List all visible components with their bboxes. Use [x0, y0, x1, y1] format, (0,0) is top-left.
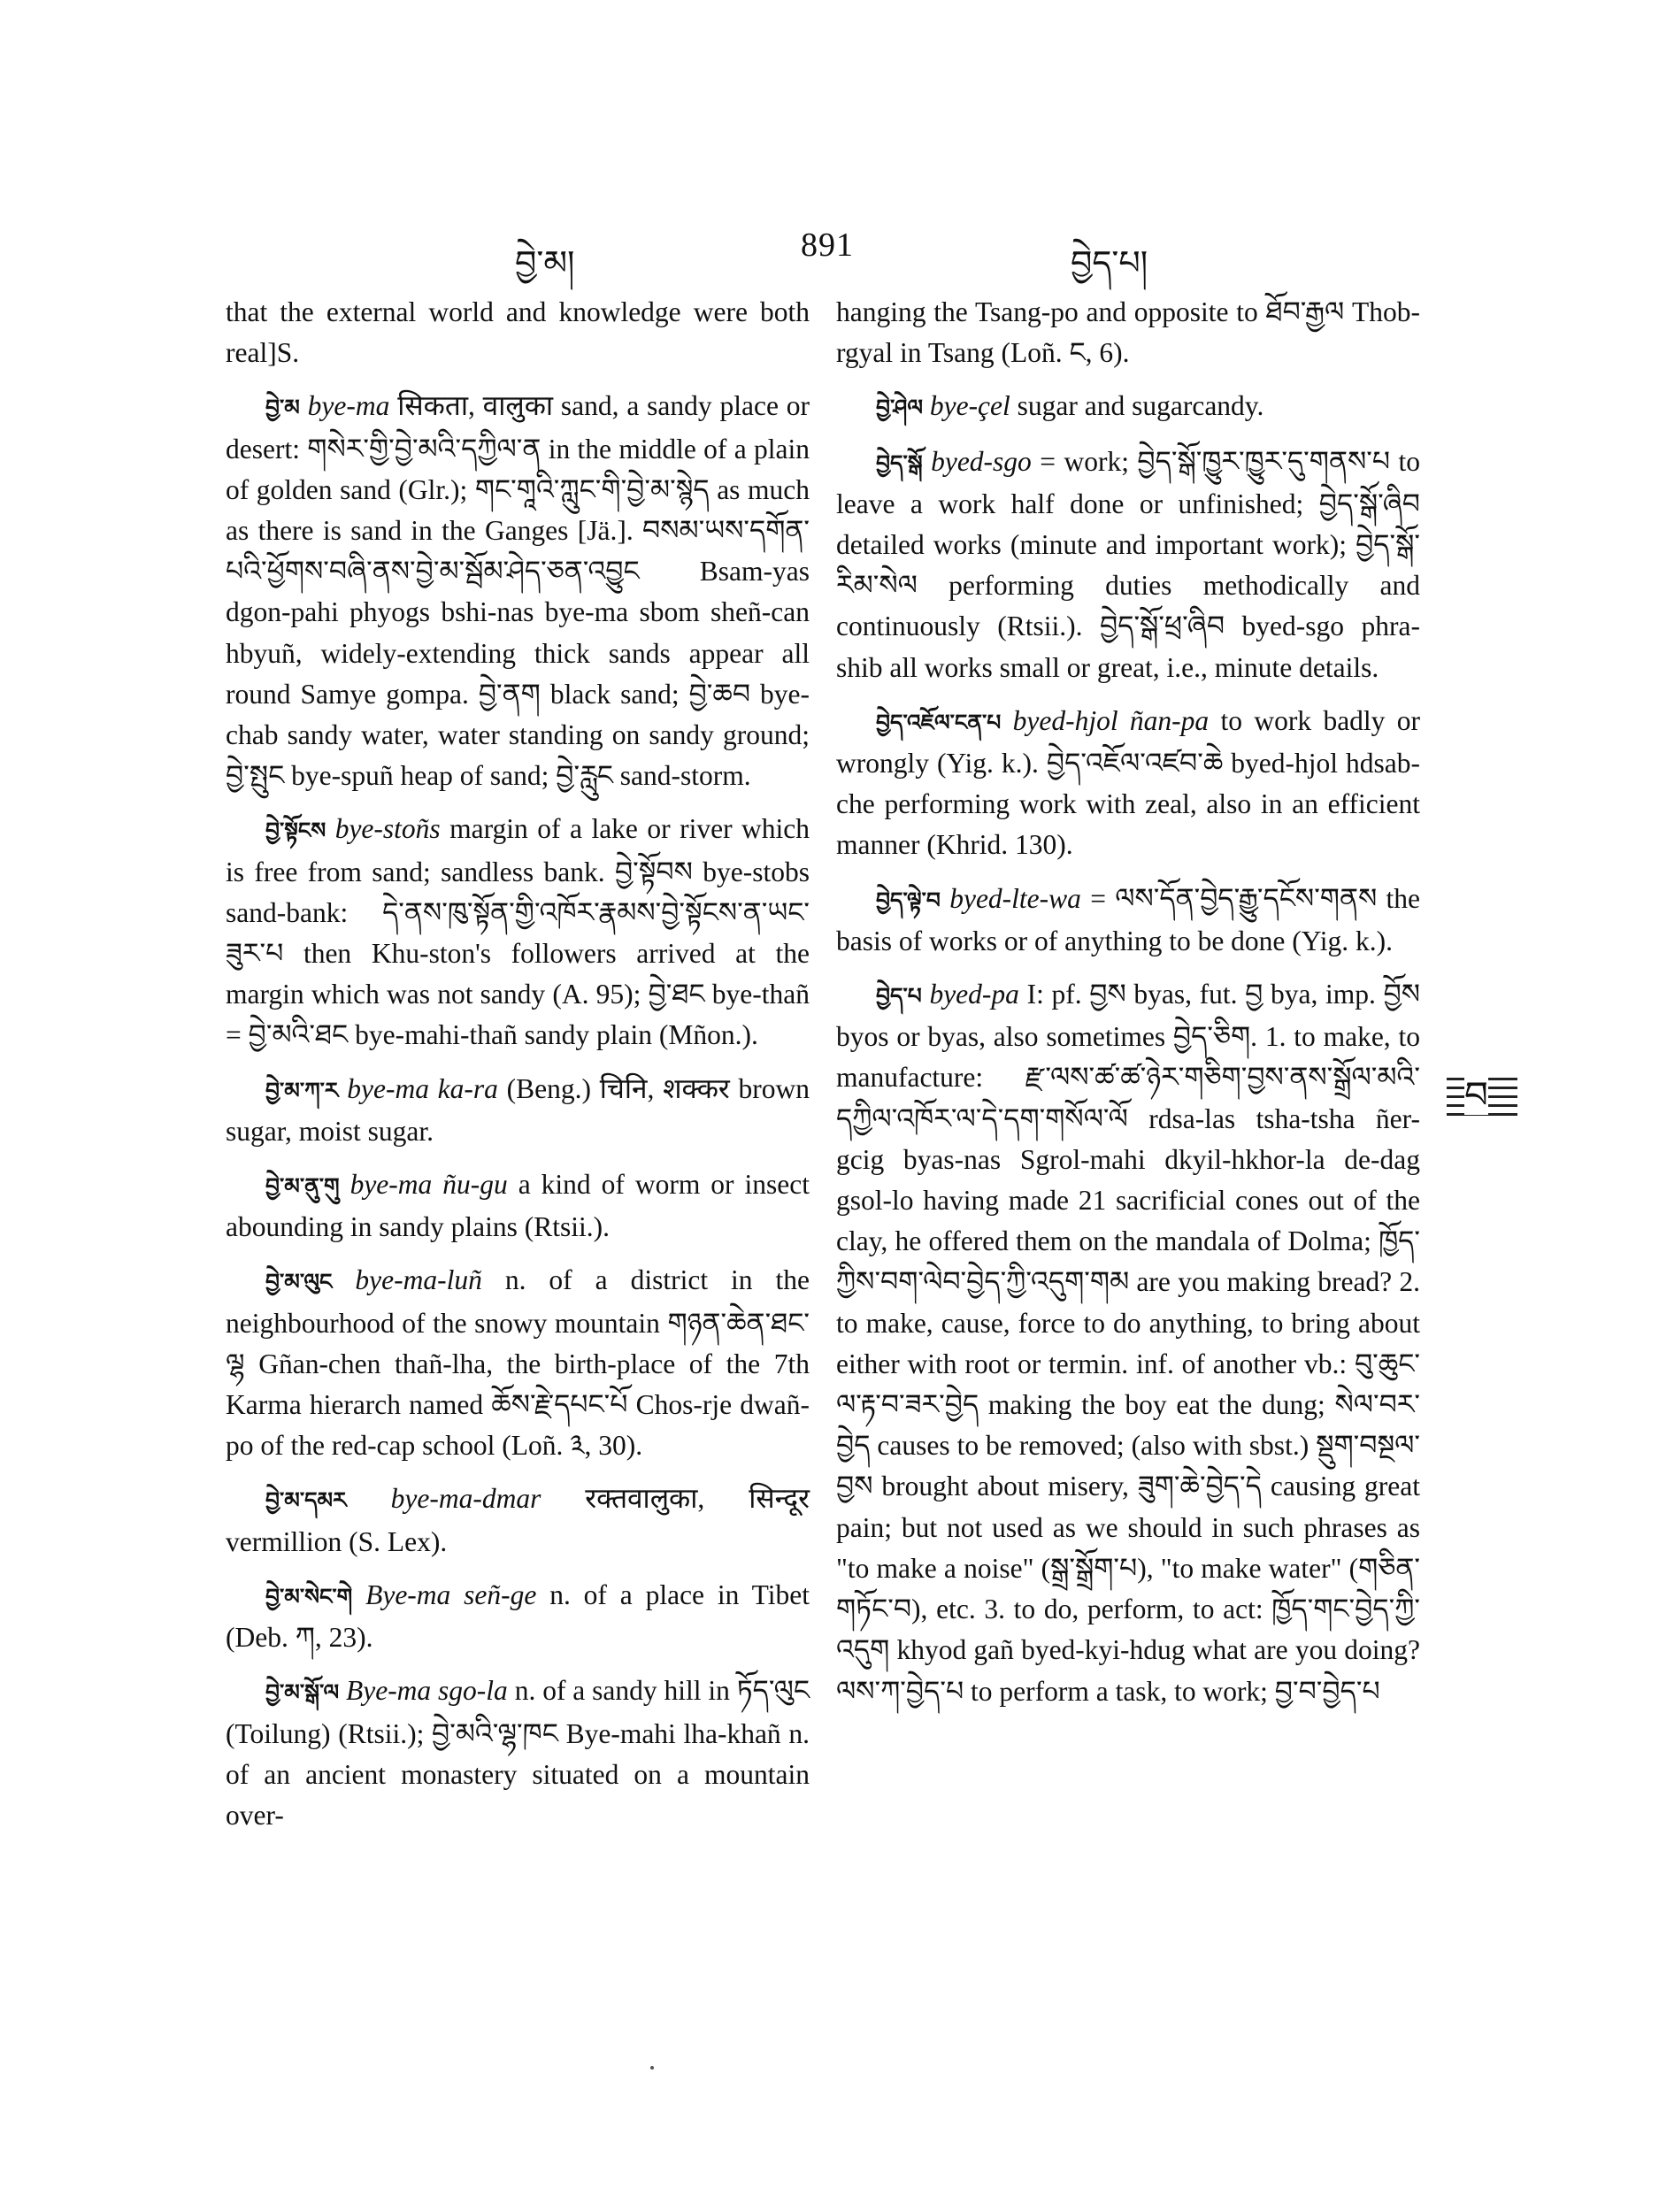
entry-headword: བྱེ་མ་སྒོ་ལ — [265, 1679, 340, 1706]
entry-definition: I: pf. བྱས byas, fut. བྱ bya, imp. བྱོས byos or byas, also sometimes བྱེད་ཅིག. 1. to make, to manufacture: རྫ་ལས་ཚ་ཚ་ཉེར་གཅིག་བྱས་ནས་སྒྲོལ་མའི་དཀྱིལ་འཁོར་ལ་དེ་དག་གསོལ་ལོ rdsa-las tsha-tsha ñer-gcig byas-nas Sgrol-mahi dkyil-hkhor-la de-dag gsol-lo having made 21 sacrificial cones out of the clay, he offered them on the mandala of Dolma; ཁྱོད་ཀྱིས་བག་ལེབ་བྱེད་ཀྱི་འདུག་གམ are you making bread? 2. to make, cause, force to do anything, to bring about either with root or termin. inf. of another vb.: བུ་ཆུང་ལ་རྟ་བ་ཟར་བྱེད making the boy eat the dung; སེལ་བར་བྱེད causes to be removed; (also with sbst.) སྡུག་བསྔལ་བྱས brought about misery, ཟུག་ཆེ་བྱེད་དེ causing great pain; but not used as we should in such phrases as "to make a noise" (སྒྲ་སྒྲོག་པ), "to make water" (གཅིན་གཏོང་བ), etc. 3. to do, perform, to act: ཁྱོད་གང་བྱེད་ཀྱི་འདུག khyod gañ byed-kyi-hdug what are you doing? ལས་ཀ་བྱེད་པ to perform a task, to work; བྱ་བ་བྱེད་པ — [836, 979, 1421, 1707]
entry-definition: margin of a lake or river which is free from sand; sandless bank. བྱེ་སྟོབས bye-stobs sand-bank: དེ་ནས་ཁུ་སྟོན་གྱི་འཁོར་རྣམས་བྱེ་སྟོངས་ན་ཡང་ཟུར་པ then Khu-ston's followers arrived at the margin which was not sandy (A. 95); བྱེ་ཐང bye-thañ = བྱེ་མའི་ཐང bye-mahi-thañ sandy plain (Mñon.). — [226, 813, 810, 1051]
entry-headword: བྱེ་མ་ཀ་ར — [265, 1077, 339, 1103]
entry-transliteration: Bye-ma señ-ge — [365, 1578, 537, 1610]
entry-transliteration: bye-ma-dmar — [390, 1483, 541, 1515]
entry-headword: བྱེ་མ་ལུང — [265, 1269, 333, 1295]
entry-definition: = ལས་དོན་བྱེད་རྒྱུ་དངོས་གནས the basis of works or of anything to be done (Yig. k.). — [836, 882, 1421, 956]
entry-bye-ma-sgo-la — [226, 1671, 810, 1836]
entry-definition: n. of a place in Tibet (Deb. ཀ, 23). — [226, 1578, 810, 1654]
entry-transliteration: bye-stoñs — [334, 813, 441, 845]
running-header — [0, 226, 1659, 288]
entry-headword: བྱེད་སྒོ — [876, 449, 923, 476]
entry-bye-ma-lun — [226, 1260, 810, 1466]
entry-transliteration: byed-sgo — [931, 445, 1032, 477]
entry-definition: a kind of worm or insect abounding in sandy plains (Rtsii.). — [226, 1169, 810, 1243]
left-column — [226, 292, 810, 1848]
entry-bye-ma — [226, 386, 810, 796]
entry-definition: n. of a district in the neighbourhood of the snowy mountain གཉན་ཆེན་ཐང་ལྷ Gñan-chen thañ-lha, the birth-place of the 7th Karma hierarch named ཆོས་རྗེ་དཔང་པོ Chos-rje dwañ-po of the red-cap school (Loñ. ༣, 30). — [226, 1264, 810, 1462]
entry-byed-pa — [836, 974, 1420, 1712]
entry-definition: सिकता, वालुका sand, a sandy place or desert: གསེར་གྱི་བྱེ་མའི་དཀྱིལ་ན in the middle of a plain of golden sand (Glr.); གང་གཱའི་ཀླུང་གི་བྱེ་མ་སྙེད as much as there is sand in the Ganges [Jä.]. བསམ་ཡས་དགོན་པའི་ཕྱོགས་བཞི་ནས་བྱེ་མ་སྦོམ་ཤེད་ཅན་འབྱུང Bsam-yas dgon-pahi phyogs bshi-nas bye-ma sbom sheñ-can hbyuñ, widely-extending thick sands appear all round Samye gompa. བྱེ་ནག black sand; བྱེ་ཆབ bye-chab sandy water, water standing on sandy ground; བྱེ་སྤུང bye-spuñ heap of sand; བྱེ་རླུང sand-storm. — [226, 390, 810, 792]
entry-definition: sugar and sugarcandy. — [1017, 390, 1264, 422]
print-speck — [650, 2066, 654, 2070]
entry-bye-ma-dmar — [226, 1479, 810, 1562]
entry-transliteration: bye-çel — [929, 390, 1010, 422]
header-left-word: བྱེ་མ། — [515, 243, 575, 282]
entry-headword: བྱེ་མ་ནུ་གུ — [265, 1173, 340, 1200]
right-column — [836, 292, 1420, 1724]
entry-byed-lte-wa — [836, 879, 1420, 962]
entry-headword: བྱེ་མ་སེང་གེ — [265, 1583, 353, 1609]
entry-definition: n. of a sandy hill in ཏོད་ལུང (Toilung) (Rtsii.); བྱེ་མའི་ལྷ་ཁང Bye-mahi lha-khañ n. of an ancient monastery situated on a mountain over- — [226, 1675, 810, 1831]
entry-transliteration: byed-pa — [929, 979, 1019, 1010]
entry-transliteration: bye-ma-luñ — [355, 1264, 482, 1296]
entry-definition: to work badly or wrongly (Yig. k.). བྱེད་འཇོལ་འཛབ་ཆེ byed-hjol hdsab-che performing work with zeal, also in an efficient manner (Khrid. 130). — [836, 704, 1421, 861]
entry-transliteration: bye-ma ka-ra — [347, 1072, 498, 1104]
entry-bye-stons — [226, 809, 810, 1056]
thumb-index-marker — [1447, 1071, 1517, 1124]
entry-bye-ma-nu-gu — [226, 1164, 810, 1248]
entry-transliteration: byed-hjol ñan-pa — [1012, 704, 1210, 736]
header-right-word: བྱེད་པ། — [1071, 243, 1148, 282]
entry-headword: བྱེད་འཇོལ་ངན་པ — [876, 709, 1002, 735]
continuation-text: hanging the Tsang-po and opposite to ཐོབ་རྒྱལ Thob-rgyal in Tsang (Loñ. ང, 6). — [836, 296, 1420, 369]
entry-bye-cel — [836, 386, 1420, 428]
entry-headword: བྱེད་པ — [876, 983, 922, 1010]
thumb-index-letter: བ — [1464, 1073, 1488, 1117]
continuation-text: that the external world and knowledge were both real]S. — [226, 296, 810, 369]
entry-transliteration: bye-ma — [307, 390, 390, 422]
entry-definition: (Beng.) चिनि, शक्कर brown sugar, moist sugar. — [226, 1072, 810, 1147]
entry-transliteration: byed-lte-wa — [949, 882, 1081, 914]
entry-byed-sgo — [836, 442, 1420, 688]
entry-bye-ma-ka-ra — [226, 1069, 810, 1152]
entry-transliteration: Bye-ma sgo-la — [345, 1675, 508, 1707]
entry-byed-hjol — [836, 701, 1420, 866]
entry-headword: བྱེ་མ་དམར — [265, 1487, 347, 1514]
entry-headword: བྱེ་སྟོངས — [265, 818, 326, 844]
page-number: 891 — [801, 227, 854, 264]
entry-transliteration: bye-ma ñu-gu — [349, 1169, 508, 1201]
entry-definition: = work; བྱེད་སྒོ་ཁྱུར་ཁྱུར་དུ་གནས་པ to leave a work half done or unfinished; བྱེད་སྒོ་ཞིབ detailed works (minute and important work); བྱེད་སྒོ་རིམ་སེལ performing duties methodically and continuously (Rtsii.). བྱེད་སྒོ་ཕྲ་ཞིབ byed-sgo phra-shib all works small or great, i.e., minute details. — [836, 445, 1420, 683]
entry-headword: བྱེ་མ — [265, 395, 300, 421]
entry-headword: བྱེ་ཤེལ — [876, 395, 923, 421]
entry-headword: བྱེད་ལྟེ་བ — [876, 887, 941, 913]
entry-bye-ma-sen-ge — [226, 1575, 810, 1658]
entry-definition: रक्तवालुका, सिन्दूर vermillion (S. Lex). — [226, 1483, 810, 1557]
